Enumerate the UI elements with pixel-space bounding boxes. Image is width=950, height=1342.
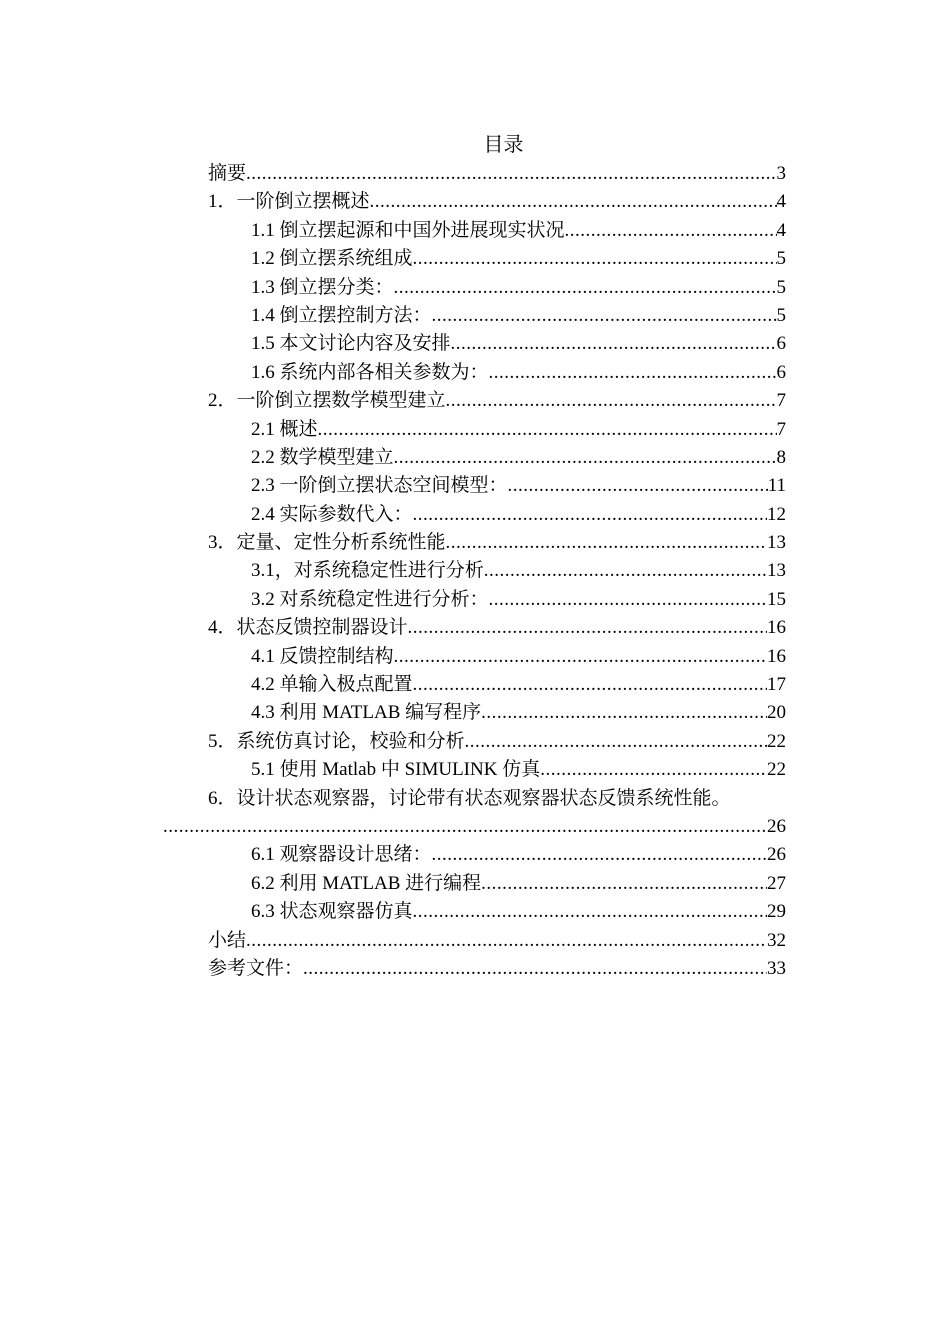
toc-entry[interactable]	[208, 586, 786, 614]
toc-entry-title: 6.1 观察器设计思绪：	[251, 844, 432, 866]
toc-leader-dots	[318, 416, 777, 444]
toc-page-number: 27	[767, 872, 786, 894]
toc-entry-title: 4.1 反馈控制结构	[251, 645, 394, 667]
toc-entry[interactable]	[208, 728, 786, 756]
toc-entry-title: 3.1，对系统稳定性进行分析	[251, 560, 484, 582]
toc-page-number: 32	[767, 929, 786, 951]
toc-entry[interactable]	[208, 188, 786, 216]
toc-leader-dots	[481, 699, 767, 727]
toc-entry[interactable]	[208, 870, 786, 898]
toc-entry-title: 3．定量、定性分析系统性能	[208, 532, 446, 554]
page-title: 目录	[483, 134, 524, 156]
toc-entry[interactable]	[208, 529, 786, 557]
toc-entry-title: 4.2 单输入极点配置	[251, 674, 413, 696]
toc-page-number: 4	[776, 219, 786, 241]
toc-entry[interactable]	[208, 557, 786, 585]
toc-page-number: 8	[776, 446, 786, 468]
toc-entry-title: 1.4 倒立摆控制方法：	[251, 304, 432, 326]
toc-entry-title: 1.2 倒立摆系统组成	[251, 248, 413, 270]
toc-entry-title: 5.1 使用 Matlab 中 SIMULINK 仿真	[251, 759, 541, 781]
toc-page-number: 15	[767, 588, 786, 610]
toc-entry[interactable]	[208, 444, 786, 472]
toc-leader-dots	[446, 387, 777, 415]
toc-entry-title: 摘要	[208, 162, 247, 184]
toc-page-number: 5	[776, 276, 786, 298]
toc-entry-title: 2.3 一阶倒立摆状态空间模型：	[251, 475, 508, 497]
toc-leader-dots	[489, 359, 777, 387]
toc-entry-title: 1.3 倒立摆分类：	[251, 276, 394, 298]
toc-leader-dots	[489, 586, 767, 614]
toc-entry[interactable]	[208, 245, 786, 273]
toc-leader-dots	[413, 501, 767, 529]
toc-leader-dots	[394, 274, 777, 302]
toc-page-number: 29	[767, 901, 786, 923]
toc-entry[interactable]	[163, 813, 786, 841]
toc-leader-dots	[451, 330, 777, 358]
toc-leader-dots	[432, 302, 777, 330]
toc-entry-title: 4.3 利用 MATLAB 编写程序	[251, 702, 482, 724]
toc-page-number: 6	[776, 361, 786, 383]
toc-page-number: 22	[767, 730, 786, 752]
toc-page-number: 16	[767, 645, 786, 667]
toc-leader-dots	[465, 728, 767, 756]
toc-entry-title: 小结	[208, 929, 247, 951]
toc-entry[interactable]	[208, 416, 786, 444]
toc-leader-dots	[413, 245, 777, 273]
toc-page-number: 4	[776, 191, 786, 213]
toc-entry[interactable]	[208, 955, 786, 983]
table-of-contents	[208, 160, 786, 983]
toc-entry-title: 6.2 利用 MATLAB 进行编程	[251, 872, 482, 894]
toc-page-number: 13	[767, 560, 786, 582]
toc-entry[interactable]	[208, 927, 786, 955]
toc-entry-title: 2.4 实际参数代入：	[251, 503, 413, 525]
toc-leader-dots	[303, 955, 767, 983]
toc-entry[interactable]	[208, 387, 786, 415]
toc-entry-title: 1.6 系统内部各相关参数为：	[251, 361, 489, 383]
toc-entry[interactable]	[208, 898, 786, 926]
toc-entry[interactable]	[208, 330, 786, 358]
toc-entry[interactable]	[208, 501, 786, 529]
toc-leader-dots	[565, 217, 777, 245]
toc-entry[interactable]	[208, 756, 786, 784]
toc-entry-title: 5．系统仿真讨论，校验和分析	[208, 730, 465, 752]
toc-entry[interactable]	[208, 643, 786, 671]
toc-page-number: 26	[767, 815, 786, 837]
toc-leader-dots	[432, 841, 767, 869]
toc-leader-dots	[394, 643, 767, 671]
toc-page-number: 5	[776, 304, 786, 326]
toc-entry-title: 1．一阶倒立摆概述	[208, 191, 370, 213]
toc-entry-title: 6.3 状态观察器仿真	[251, 901, 413, 923]
toc-page-number: 7	[776, 418, 786, 440]
toc-entry[interactable]	[208, 359, 786, 387]
toc-page-number: 3	[776, 162, 786, 184]
toc-entry[interactable]	[208, 699, 786, 727]
toc-leader-dots	[446, 529, 767, 557]
toc-entry[interactable]	[208, 160, 786, 188]
toc-entry[interactable]	[208, 841, 786, 869]
toc-entry[interactable]	[208, 472, 786, 500]
toc-entry-title: 2.1 概述	[251, 418, 318, 440]
toc-page-number: 7	[776, 390, 786, 412]
toc-page-number: 6	[776, 333, 786, 355]
toc-entry[interactable]	[208, 671, 786, 699]
toc-page-number: 5	[776, 248, 786, 270]
toc-leader-dots	[508, 472, 768, 500]
toc-page-number: 22	[767, 759, 786, 781]
toc-leader-dots	[163, 813, 767, 841]
toc-page-number: 20	[767, 702, 786, 724]
toc-leader-dots	[484, 557, 767, 585]
toc-page-number: 26	[767, 844, 786, 866]
toc-leader-dots	[481, 870, 767, 898]
toc-leader-dots	[394, 444, 777, 472]
toc-leader-dots	[246, 160, 776, 188]
toc-page-number: 16	[767, 617, 786, 639]
toc-entry[interactable]	[208, 274, 786, 302]
toc-entry-title: 2．一阶倒立摆数学模型建立	[208, 390, 446, 412]
toc-entry-title: 1.5 本文讨论内容及安排	[251, 333, 451, 355]
toc-page-number: 12	[767, 503, 786, 525]
toc-page-number: 17	[767, 674, 786, 696]
toc-leader-dots	[540, 756, 767, 784]
toc-entry-title: 参考文件：	[208, 957, 304, 979]
toc-entry-title: 1.1 倒立摆起源和中国外进展现实状况	[251, 219, 565, 241]
toc-entry[interactable]	[208, 302, 786, 330]
toc-page-number: 13	[767, 532, 786, 554]
toc-leader-dots	[246, 927, 767, 955]
toc-entry-title[interactable]: 6．设计状态观察器，讨论带有状态观察器状态反馈系统性能。	[208, 787, 731, 809]
toc-leader-dots	[413, 671, 767, 699]
toc-leader-dots	[370, 188, 777, 216]
toc-entry-title: 4．状态反馈控制器设计	[208, 617, 408, 639]
toc-leader-dots	[408, 614, 767, 642]
toc-entry[interactable]	[208, 614, 786, 642]
toc-page-number: 11	[767, 475, 786, 497]
toc-leader-dots	[413, 898, 767, 926]
toc-entry-title: 2.2 数学模型建立	[251, 446, 394, 468]
toc-entry[interactable]	[208, 217, 786, 245]
toc-page-number: 33	[767, 957, 786, 979]
toc-entry-title: 3.2 对系统稳定性进行分析：	[251, 588, 489, 610]
